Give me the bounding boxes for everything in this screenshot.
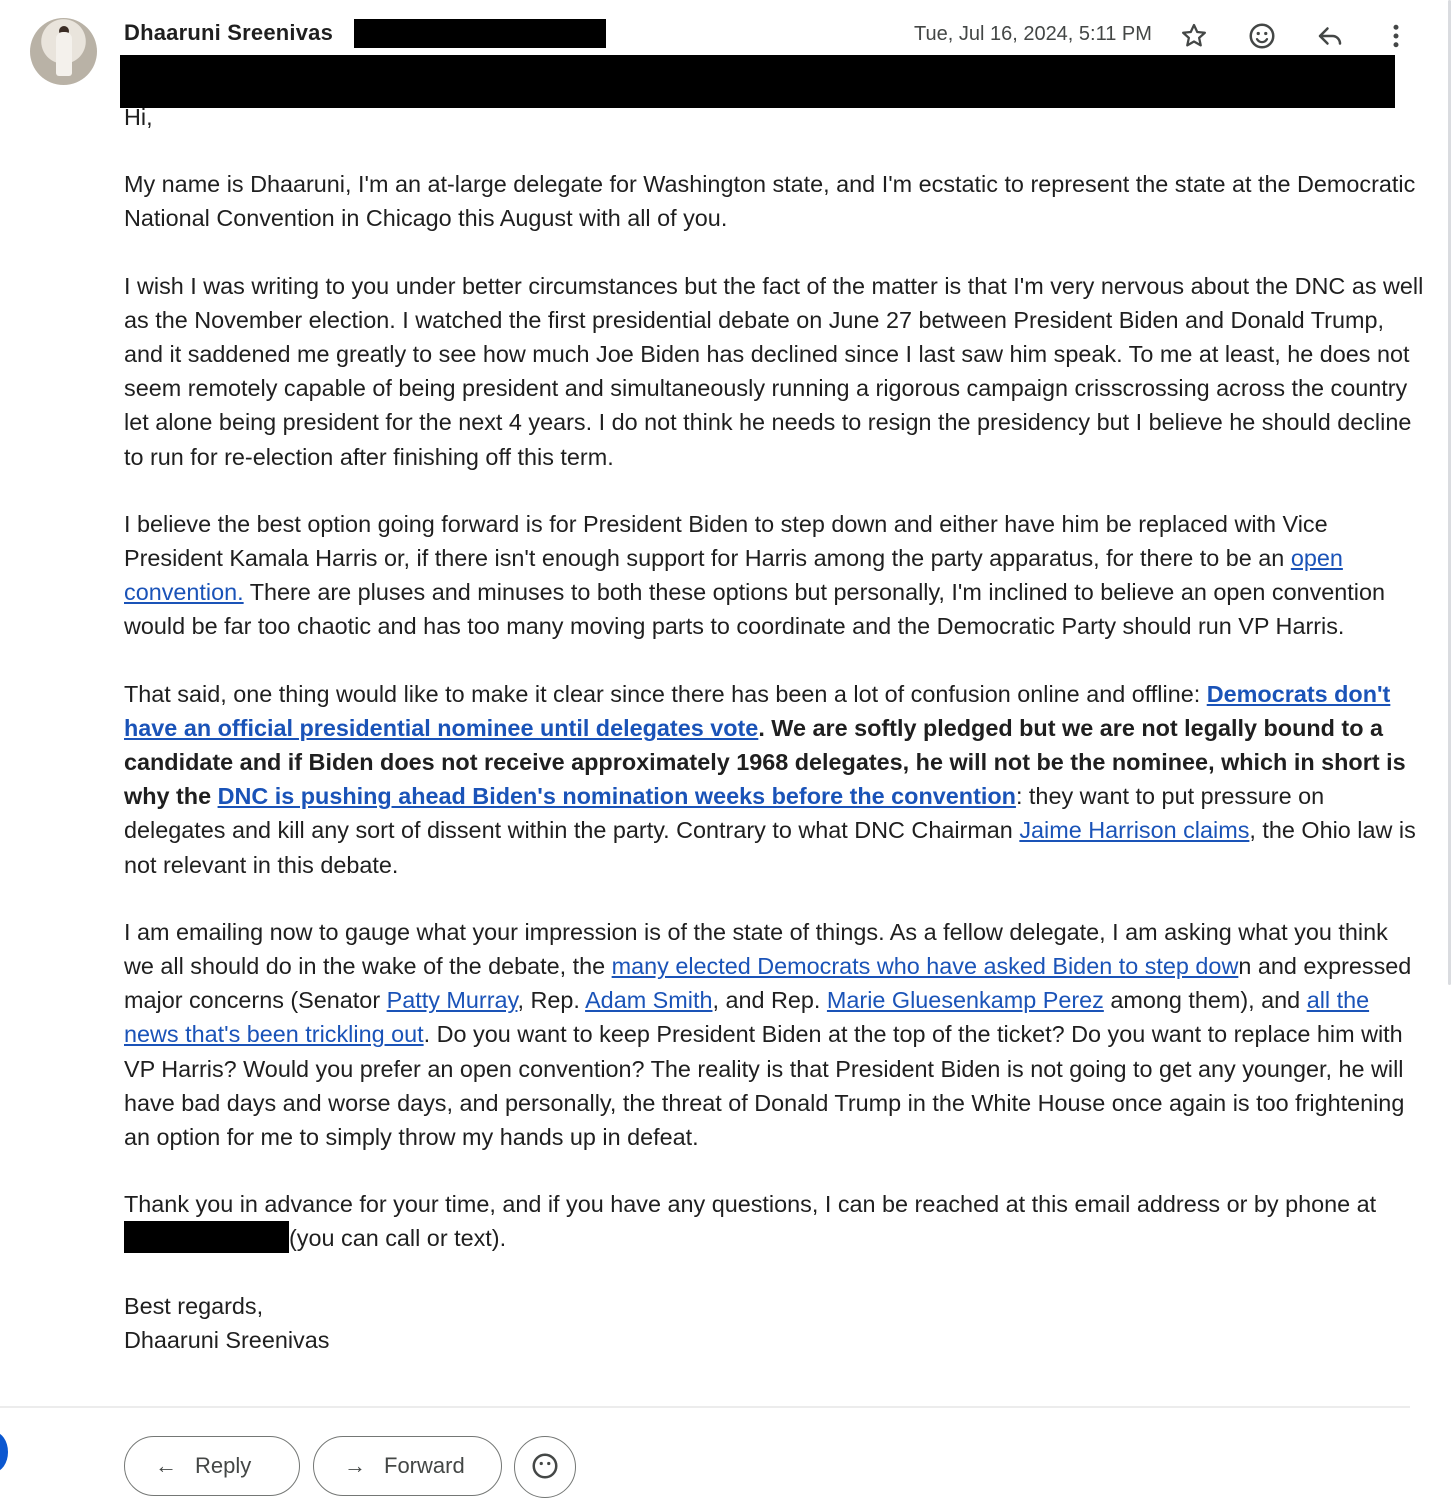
scrollbar[interactable] bbox=[1448, 0, 1451, 985]
link-news-trickling-out[interactable]: all the news that's been trickling out bbox=[124, 987, 1370, 1048]
text-span: Thank you in advance for your time, and if you have any questions, I can be reached at this email address or by phone at bbox=[124, 1191, 1377, 1218]
paragraph-concern: I wish I was writing to you under better circumstances but the fact of the matter is that I'm very nervous about the DNC as well as the November election. I watched the first presidential debate on June 27 between President Biden and Donald Trump, and it saddened me greatly to see how much Joe Biden has declined since I last saw him speak. To me at least, he does not seem remotely capable of being president and simultaneously running a rigorous campaign crisscrossing across the country let alone being president for the next 4 years. I do not think he needs to resign the presidency but I believe he should decline to run for re-election after finishing off this term. bbox=[124, 272, 1424, 470]
paragraph-intro: My name is Dhaaruni, I'm an at-large delegate for Washington state, and I'm ecstatic to represent the state at the Democratic National Convention in Chicago this August with all of you. bbox=[124, 171, 1416, 232]
link-adam-smith[interactable]: Adam Smith bbox=[585, 987, 713, 1014]
redacted-sender-email bbox=[354, 19, 606, 48]
paragraph-ask bbox=[124, 915, 1424, 1154]
sign-off bbox=[124, 1289, 1424, 1357]
text-span: , the Ohio law is not relevant in this debate. bbox=[124, 817, 1416, 878]
star-button[interactable] bbox=[1174, 16, 1214, 56]
text-span: That said, one thing would like to make it clear since there has been a lot of confusion online and offline: bbox=[124, 680, 1207, 707]
forward-button[interactable] bbox=[313, 1436, 502, 1496]
reply-button-label: Reply bbox=[195, 1453, 252, 1478]
message-body bbox=[124, 100, 1424, 1357]
paragraph-nominee bbox=[124, 677, 1424, 882]
forward-icon: → bbox=[344, 1453, 366, 1478]
reply-icon-button[interactable] bbox=[1310, 16, 1350, 56]
add-reaction-icon bbox=[1247, 21, 1277, 51]
text-span: , Rep. bbox=[517, 987, 586, 1014]
greeting: Hi, bbox=[124, 104, 153, 130]
sender-avatar[interactable] bbox=[30, 18, 97, 85]
paragraph-options bbox=[124, 507, 1424, 644]
forward-button-label: Forward bbox=[384, 1453, 465, 1478]
more-vert-icon bbox=[1381, 21, 1411, 51]
divider bbox=[0, 1406, 1410, 1408]
text-span: There are pluses and minuses to both these options but personally, I'm inclined to believe an open convention would be far too chaotic and has too many moving parts to coordinate and the Democratic Party should run VP Harris. bbox=[124, 579, 1386, 640]
text-span: (you can call or text). bbox=[289, 1225, 507, 1252]
redacted-phone-number bbox=[124, 1221, 289, 1253]
text-span: , and Rep. bbox=[712, 987, 827, 1014]
paragraph-contact bbox=[124, 1187, 1424, 1255]
link-jaime-harrison[interactable]: Jaime Harrison claims bbox=[1019, 817, 1250, 844]
text-span: n and expressed major concerns (Senator bbox=[124, 953, 1412, 1014]
reply-button[interactable] bbox=[124, 1436, 300, 1496]
message-date: Tue, Jul 16, 2024, 5:11 PM bbox=[914, 23, 1152, 45]
more-options-button[interactable] bbox=[1376, 16, 1416, 56]
signature: Dhaaruni Sreenivas bbox=[124, 1326, 330, 1353]
text-span: among them), and bbox=[1103, 987, 1307, 1014]
link-dnc-pushing[interactable]: DNC is pushing ahead Biden's nomination weeks before the convention bbox=[217, 783, 1016, 810]
star-icon bbox=[1179, 21, 1209, 51]
text-span: I believe the best option going forward is for President Biden to step down and either have him be replaced with Vice President Kamala Harris or, if there isn't enough support for Harris among the party apparatus, for there to be an bbox=[124, 510, 1328, 572]
text-span: I am emailing now to gauge what your impression is of the state of things. As a fellow delegate, I am asking what you think we all should do in the wake of the debate, the bbox=[124, 918, 1388, 980]
emoji-reaction-button[interactable] bbox=[514, 1436, 576, 1498]
text-span: . Do you want to keep President Biden at the top of the ticket? Do you want to replace him with VP Harris? Would you prefer an open convention? The reality is that President Biden is not going to get any younger, he will have bad days and worse days, and personally, the threat of Donald Trump in the White House once again is too frightening an option for me to simply throw my hands up in defeat. bbox=[124, 1021, 1405, 1151]
link-open-convention[interactable]: open convention. bbox=[124, 545, 1343, 606]
avatar-photo-figure bbox=[56, 32, 72, 76]
sender-name[interactable]: Dhaaruni Sreenivas bbox=[124, 20, 334, 45]
link-marie-gluesenkamp-perez[interactable]: Marie Gluesenkamp Perez bbox=[826, 987, 1104, 1014]
add-reaction-icon bbox=[530, 1451, 560, 1481]
text-span: : they want to put pressure on delegates and kill any sort of dissent within the party. Contrary to what DNC Chairman bbox=[124, 783, 1325, 844]
link-official-nominee[interactable]: Democrats don't have an official presidential nominee until delegates vote bbox=[124, 680, 1391, 741]
text-span: . We are softly pledged but we are not legally bound to a candidate and if Biden does not receive approximately 1968 delegates, he will not be the nominee, which in short is why the bbox=[124, 714, 1406, 810]
reply-icon bbox=[1315, 21, 1345, 51]
add-reaction-button[interactable] bbox=[1242, 16, 1282, 56]
closing: Best regards, bbox=[124, 1292, 264, 1319]
link-patty-murray[interactable]: Patty Murray bbox=[386, 987, 518, 1014]
reply-icon: ← bbox=[155, 1453, 177, 1478]
compose-fab-edge[interactable] bbox=[0, 1432, 8, 1472]
link-elected-democrats[interactable]: many elected Democrats who have asked Biden to step dow bbox=[611, 953, 1239, 980]
